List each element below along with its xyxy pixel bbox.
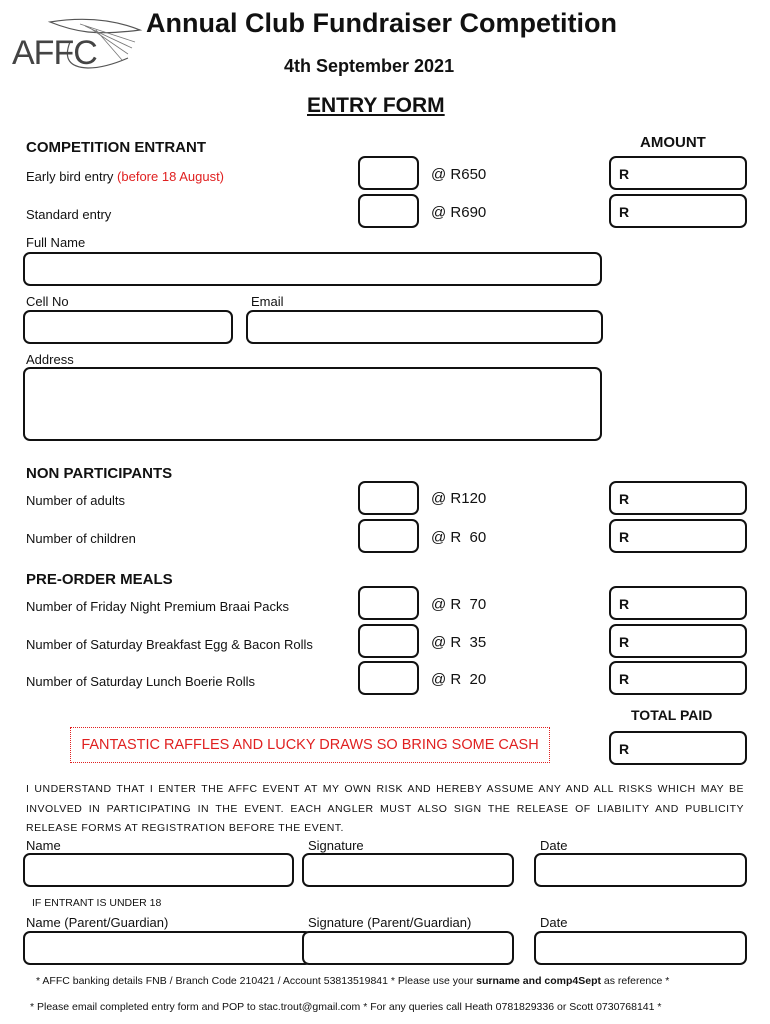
- logo-text: AFFC: [12, 34, 97, 72]
- raffle-banner: FANTASTIC RAFFLES AND LUCKY DRAWS SO BRING SOME CASH: [70, 727, 550, 763]
- early-bird-qty-input[interactable]: [358, 156, 419, 190]
- guardian-name-label: Name (Parent/Guardian): [26, 915, 169, 930]
- form-title: ENTRY FORM: [307, 94, 445, 117]
- affc-logo: [10, 12, 145, 72]
- breakfast-rolls-qty-input[interactable]: [358, 624, 419, 658]
- standard-entry-qty-input[interactable]: [358, 194, 419, 228]
- total-paid-label: TOTAL PAID: [631, 707, 713, 723]
- amount-heading: AMOUNT: [640, 134, 706, 151]
- guardian-name-input[interactable]: [23, 931, 312, 965]
- address-input[interactable]: [23, 367, 602, 441]
- currency-symbol: R: [619, 634, 630, 650]
- guardian-signature-input[interactable]: [302, 931, 514, 965]
- early-bird-text: Early bird entry: [26, 169, 114, 184]
- risk-disclaimer: I UNDERSTAND THAT I ENTER THE AFFC EVENT AT MY OWN RISK AND HEREBY ASSUME ANY AND ALL RISKS WHICH MAY BE INVOLVED IN PARTICIPATING IN THE EVENT. EACH ANGLER MUST ALSO SIGN THE RELEASE OF LIABILITY AND PUBLICITY RELEASE FORMS AT REGISTRATION BEFORE THE EVENT.: [26, 783, 744, 834]
- friday-braai-amount-input[interactable]: [609, 586, 747, 620]
- page-title: Annual Club Fundraiser Competition: [146, 8, 617, 38]
- currency-symbol: R: [619, 529, 630, 545]
- lunch-rolls-qty-input[interactable]: [358, 661, 419, 695]
- currency-symbol: R: [619, 741, 630, 757]
- date-label: Date: [540, 838, 568, 853]
- lunch-rolls-rate: @ R 20: [431, 671, 487, 688]
- banking-details: [36, 975, 669, 987]
- guardian-date-input[interactable]: [534, 931, 747, 965]
- friday-braai-rate: @ R 70: [431, 596, 487, 613]
- currency-symbol: R: [619, 166, 630, 182]
- non-participants-heading: NON PARTICIPANTS: [26, 465, 173, 482]
- signature-label: Signature: [308, 838, 364, 853]
- contact-details: * Please email completed entry form and POP to stac.trout@gmail.com * For any queries call Heath 0781829336 or Scott 0730768141 *: [30, 1001, 662, 1013]
- standard-entry-amount-input[interactable]: [609, 194, 747, 228]
- date-input[interactable]: [534, 853, 747, 887]
- currency-symbol: R: [619, 491, 630, 507]
- breakfast-rolls-label: Number of Saturday Breakfast Egg & Bacon Rolls: [26, 637, 313, 652]
- name-input[interactable]: [23, 853, 294, 887]
- guardian-date-label: Date: [540, 915, 568, 930]
- adults-amount-input[interactable]: [609, 481, 747, 515]
- address-label: Address: [26, 352, 74, 367]
- children-label: Number of children: [26, 531, 136, 546]
- friday-braai-label: Number of Friday Night Premium Braai Packs: [26, 599, 289, 614]
- email-input[interactable]: [246, 310, 603, 344]
- adults-label: Number of adults: [26, 493, 125, 508]
- adults-rate: @ R120: [431, 490, 487, 507]
- currency-symbol: R: [619, 596, 630, 612]
- currency-symbol: R: [619, 671, 630, 687]
- name-label: Name: [26, 838, 61, 853]
- cell-no-label: Cell No: [26, 294, 69, 309]
- children-qty-input[interactable]: [358, 519, 419, 553]
- adults-qty-input[interactable]: [358, 481, 419, 515]
- early-bird-label: [26, 169, 224, 184]
- friday-braai-qty-input[interactable]: [358, 586, 419, 620]
- banking-reference: surname and comp4Sept: [476, 975, 601, 987]
- breakfast-rolls-rate: @ R 35: [431, 634, 487, 651]
- signature-input[interactable]: [302, 853, 514, 887]
- cell-no-input[interactable]: [23, 310, 233, 344]
- early-bird-rate: @ R650: [431, 166, 487, 183]
- meals-heading: PRE-ORDER MEALS: [26, 571, 173, 588]
- standard-entry-rate: @ R690: [431, 204, 487, 221]
- lunch-rolls-amount-input[interactable]: [609, 661, 747, 695]
- children-rate: @ R 60: [431, 529, 487, 546]
- full-name-label: Full Name: [26, 235, 86, 250]
- competition-heading: COMPETITION ENTRANT: [26, 139, 206, 156]
- guardian-signature-label: Signature (Parent/Guardian): [308, 915, 472, 930]
- lunch-rolls-label: Number of Saturday Lunch Boerie Rolls: [26, 674, 256, 689]
- early-bird-note: (before 18 August): [117, 169, 225, 184]
- standard-entry-label: Standard entry: [26, 207, 112, 222]
- event-date: 4th September 2021: [284, 56, 455, 76]
- banking-prefix: * AFFC banking details FNB / Branch Code 210421 / Account 53813519841 * Please use your: [36, 975, 474, 987]
- breakfast-rolls-amount-input[interactable]: [609, 624, 747, 658]
- under-18-note: IF ENTRANT IS UNDER 18: [32, 897, 162, 909]
- full-name-input[interactable]: [23, 252, 602, 286]
- currency-symbol: R: [619, 204, 630, 220]
- children-amount-input[interactable]: [609, 519, 747, 553]
- banking-suffix: as reference *: [603, 975, 670, 987]
- early-bird-amount-input[interactable]: [609, 156, 747, 190]
- email-label: Email: [251, 294, 284, 309]
- total-paid-input[interactable]: [609, 731, 747, 765]
